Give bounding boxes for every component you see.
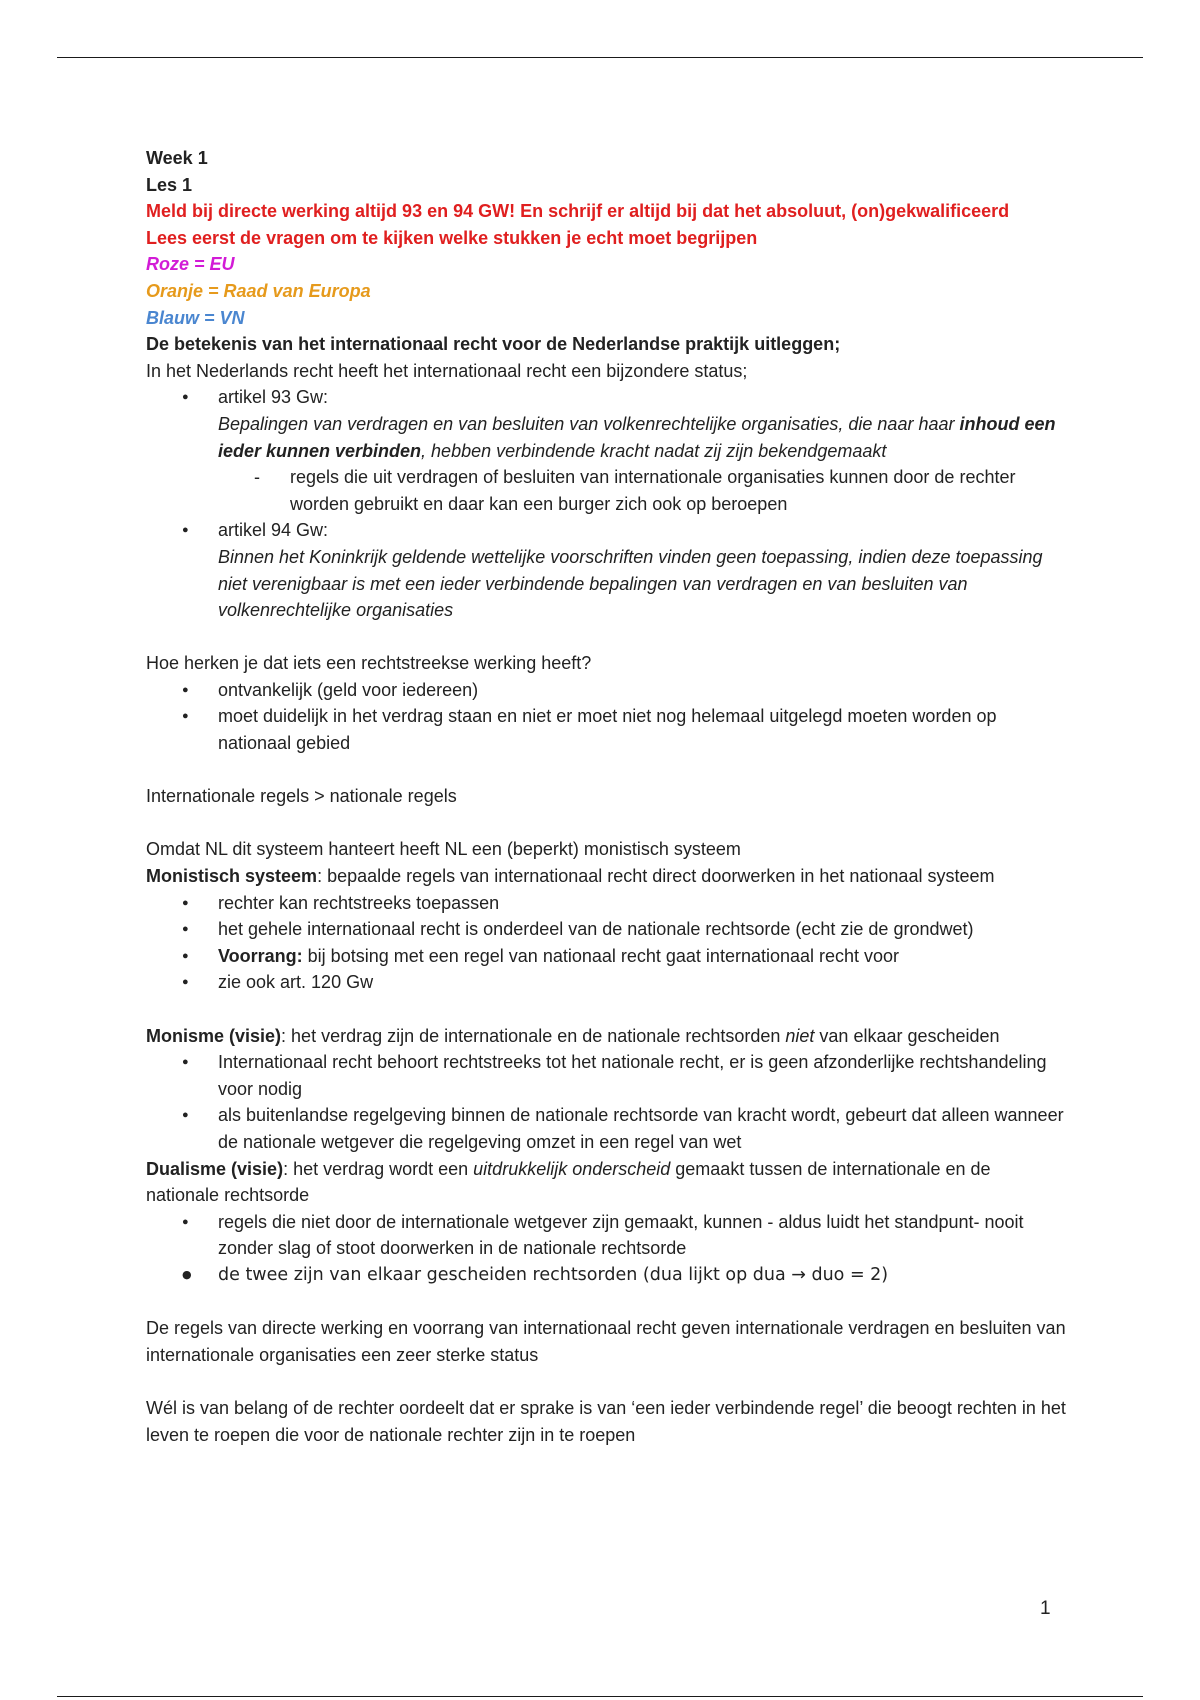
note-red-1: Meld bij directe werking altijd 93 en 94 GW! En schrijf er altijd bij dat het absoluut, (on)gekwalificeerd [146, 201, 1010, 222]
paragraph-status: De regels van directe werking en voorrang van internationaal recht geven internationale verdragen en besluiten van internationale organisaties een zeer sterke status [146, 1318, 1066, 1365]
legend-blue: Blauw = VN [146, 307, 245, 328]
list-item: ● als buitenlandse regelgeving binnen de nationale rechtsorde van kracht wordt, gebeurt dat alleen wanneer de nationale wetgever die regelgeving omzet in een regel van wet [146, 1102, 1066, 1155]
rule-line: Internationale regels > nationale regels [146, 786, 457, 807]
legend-orange: Oranje = Raad van Europa [146, 280, 371, 301]
monistisch-definition [146, 863, 1066, 890]
spacer [146, 1368, 1066, 1395]
list-item: ● de twee zijn van elkaar gescheiden rechtsorden (dua lijkt op dua → duo = 2) [146, 1262, 1066, 1289]
week-heading: Week 1 [146, 148, 208, 168]
spacer [146, 757, 1066, 784]
art93-text-bold: inhoud een ieder kunnen verbinden [218, 413, 1056, 461]
monisme-term: Monisme (visie) [146, 1025, 282, 1046]
art94-label: artikel 94 Gw: [218, 520, 329, 541]
voorrang-text: bij botsing met een regel van nationaal recht gaat internationaal recht voor [302, 945, 900, 966]
note-red-2: Lees eerst de vragen om te kijken welke stukken je echt moet begrijpen [146, 227, 758, 248]
monistisch-term: Monistisch systeem [146, 866, 318, 887]
voorrang-term: Voorrang: [218, 945, 303, 966]
article-list [146, 384, 1066, 623]
legend-pink: Roze = EU [146, 254, 235, 275]
page-number: 1 [1040, 1598, 1051, 1619]
document-body [146, 145, 1066, 1448]
dualisme-text-italic: uitdrukkelijk onderscheid [473, 1158, 671, 1179]
monisme-text-b: van elkaar gescheiden [814, 1025, 1000, 1046]
paragraph-rechter: Wél is van belang of de rechter oordeelt dat er sprake is van ‘een ieder verbindende regel’ die beoogt rechten in het leven te roepen die voor de nationale rechter zijn in te roepen [146, 1397, 1066, 1445]
spacer [146, 624, 1066, 651]
art93-text-a: Bepalingen van verdragen en van besluiten van volkenrechtelijke organisaties, die naar haar [218, 413, 960, 434]
art94-text: Binnen het Koninkrijk geldende wettelijke voorschriften vinden geen toepassing, indien deze toepassing niet verenigbaar is met een ieder verbindende bepalingen van verdragen en van besluiten van volkenrechtelijke organisaties [218, 546, 1043, 621]
list-item: ● het gehele internationaal recht is onderdeel van de nationale rechtsorde (echt zie de grondwet) [146, 916, 1066, 943]
section2-list [146, 677, 1066, 757]
dualisme-term: Dualisme (visie) [146, 1158, 284, 1179]
monisme-text-italic: niet [785, 1025, 815, 1046]
dualisme-text-b: gemaakt tussen de internationale en de nationale rechtsorde [146, 1158, 991, 1206]
list-item-art93 [146, 384, 1066, 517]
dualisme-text-a: : het verdrag wordt een [283, 1158, 474, 1179]
section1-intro: In het Nederlands recht heeft het internationaal recht een bijzondere status; [146, 360, 748, 381]
art93-text-b: , hebben verbindende kracht nadat zij zijn bekendgemaakt [421, 440, 887, 461]
art93-sub-item: - regels die uit verdragen of besluiten van internationale organisaties kunnen door de rechter worden gebruikt en daar kan een burger zich ook op beroepen [218, 464, 1066, 517]
lesson-heading: Les 1 [146, 174, 193, 195]
spacer [146, 996, 1066, 1023]
monisme-list [146, 1049, 1066, 1155]
list-item: ● ontvankelijk (geld voor iedereen) [146, 677, 1066, 704]
monisme-text-a: : het verdrag zijn de internationale en de nationale rechtsorden [281, 1025, 786, 1046]
spacer [146, 810, 1066, 837]
list-item: ● Internationaal recht behoort rechtstreeks tot het nationale recht, er is geen afzonderlijke rechtshandeling voor nodig [146, 1049, 1066, 1102]
list-item: ● zie ook art. 120 Gw [146, 969, 1066, 996]
dualisme-list [146, 1209, 1066, 1289]
bottom-divider [57, 1696, 1143, 1697]
list-item: ● regels die niet door de internationale wetgever zijn gemaakt, kunnen - aldus luidt het standpunt- nooit zonder slag of stoot doorwerken in de nationale rechtsorde [146, 1209, 1066, 1262]
list-item: ● rechter kan rechtstreeks toepassen [146, 890, 1066, 917]
list-item-voorrang [146, 943, 1066, 970]
top-divider [57, 57, 1143, 58]
monistisch-text: : bepaalde regels van internationaal recht direct doorwerken in het nationaal systeem [317, 866, 995, 887]
section1-title: De betekenis van het internationaal recht voor de Nederlandse praktijk uitleggen; [146, 334, 841, 355]
list-item: ● moet duidelijk in het verdrag staan en niet er moet niet nog helemaal uitgelegd moeten worden op nationaal gebied [146, 703, 1066, 756]
art93-label: artikel 93 Gw: [218, 387, 329, 408]
spacer [146, 1289, 1066, 1316]
dualisme-definition [146, 1156, 1066, 1209]
section2-question: Hoe herken je dat iets een rechtstreekse werking heeft? [146, 653, 592, 674]
section3-intro: Omdat NL dit systeem hanteert heeft NL een (beperkt) monistisch systeem [146, 839, 741, 860]
monisme-definition [146, 1023, 1066, 1050]
art93-sublist [218, 464, 1066, 517]
section3-list [146, 890, 1066, 996]
list-item-art94 [146, 517, 1066, 623]
